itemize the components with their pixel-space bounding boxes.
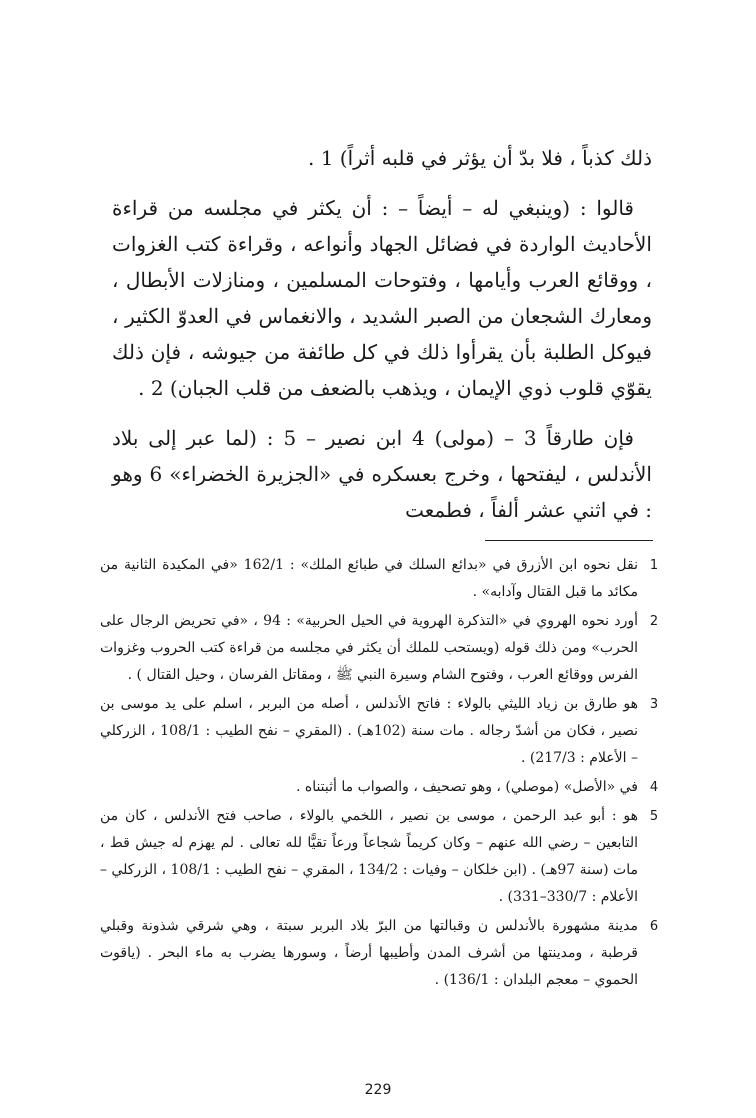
footnote-text: مدينة مشهورة بالأندلس ن وقبالتها من البرّ بلاد البربر سبتة ، وهي شرقي شذونة وقبلي قرطبة ، ومدينتها من أشرف المدن وأطيبها أرضاً ، وسورها يضرب به ماء البحر . (ياقوت الحموي – معجم البلدان : 136/1) . <box>100 918 638 988</box>
footnote <box>100 913 670 994</box>
footnotes <box>100 552 670 996</box>
paragraph-3: فإن طارقاً 3 – (مولى) 4 ابن نصير – 5 : (لما عبر إلى بلاد الأندلس ، ليفتحها ، وخرج بعسكره في «الجزيرة الخضراء» 6 وهو : في اثني عشر ألفاً ، فطمعت <box>112 426 652 522</box>
footnote-number: 2 <box>649 614 659 629</box>
paragraph-1: ذلك كذباً ، فلا بدّ أن يؤثر في قلبه أثراً) 1 . <box>307 146 652 170</box>
footnote-number: 3 <box>649 697 659 712</box>
paragraph-2: قالوا : (وينبغي له – أيضاً – : أن يكثر في مجلسه من قراءة الأحاديث الواردة في فضائل الجهاد وأنواعه ، وقراءة كتب الغزوات ، ووقائع العرب وأيامها ، وفتوحات المسلمين ، ومنازلات الأبطال ، ومعارك الشجعان من الصبر الشديد ، والانغماس في العدوّ الكثير ، فيوكل الطلبة بأن يقرأوا ذلك في كل طائفة من جيوشه ، فإن ذلك يقوّي قلوب ذوي الإيمان ، ويذهب بالضعف من قلب الجبان) 2 . <box>112 196 652 400</box>
footnote <box>100 608 670 689</box>
footnote-text: في «الأصل» (موصلي) ، وهو تصحيف ، والصواب ما أثبتناه . <box>295 779 638 795</box>
footnote-divider <box>485 540 653 541</box>
page-number: 229 <box>364 1082 392 1098</box>
footnote <box>100 803 670 911</box>
footnote-text: أورد نحوه الهروي في «التذكرة الهروية في الحيل الحربية» : 94 ، «في تحريض الرجال على الحرب» ومن ذلك قوله (ويستحب للملك أن يكثر في مجلسه من قراءة كتب الحروب وغزوات الفرس ووقائع العرب ، وفتوح الشام وسيرة النبي ﷺ ، ومقاتل الفرسان ، وحيل القتال ) . <box>100 613 638 683</box>
footnote-number: 4 <box>649 780 659 795</box>
footnote <box>100 691 670 772</box>
footnote-text: نقل نحوه ابن الأزرق في «بدائع السلك في طبائع الملك» : 162/1 «في المكيدة الثانية من مكائد ما قبل القتال وآدابه» . <box>100 557 639 600</box>
footnote-text: هو طارق بن زياد الليثي بالولاء : فاتح الأندلس ، أصله من البربر ، اسلم على يد موسى بن نصير ، فكان من أشدّ رجاله . مات سنة (102هـ) . (المقري – نفح الطيب : 108/1 ، الزركلي – الأعلام : 217/3) . <box>100 696 639 766</box>
footnote <box>100 774 670 801</box>
footnote-number: 1 <box>649 558 659 573</box>
footnote-number: 6 <box>649 919 659 934</box>
footnote-number: 5 <box>649 809 659 824</box>
footnote <box>100 552 670 606</box>
footnote-text: هو : أبو عبد الرحمن ، موسى بن نصير ، اللخمي بالولاء ، صاحب فتح الأندلس ، كان من التابعين – رضي الله عنهم – وكان كريماً شجاعاً ورعاً تقيًّا لله تعالى . لم يهزم له جيش قط ، مات (سنة 97هـ) . (ابن خلكان – وفيات : 134/2 ، المقري – نفح الطيب : 108/1 ، الزركلي – الأعلام : 330/7–331) . <box>100 808 638 905</box>
main-text <box>112 140 652 542</box>
